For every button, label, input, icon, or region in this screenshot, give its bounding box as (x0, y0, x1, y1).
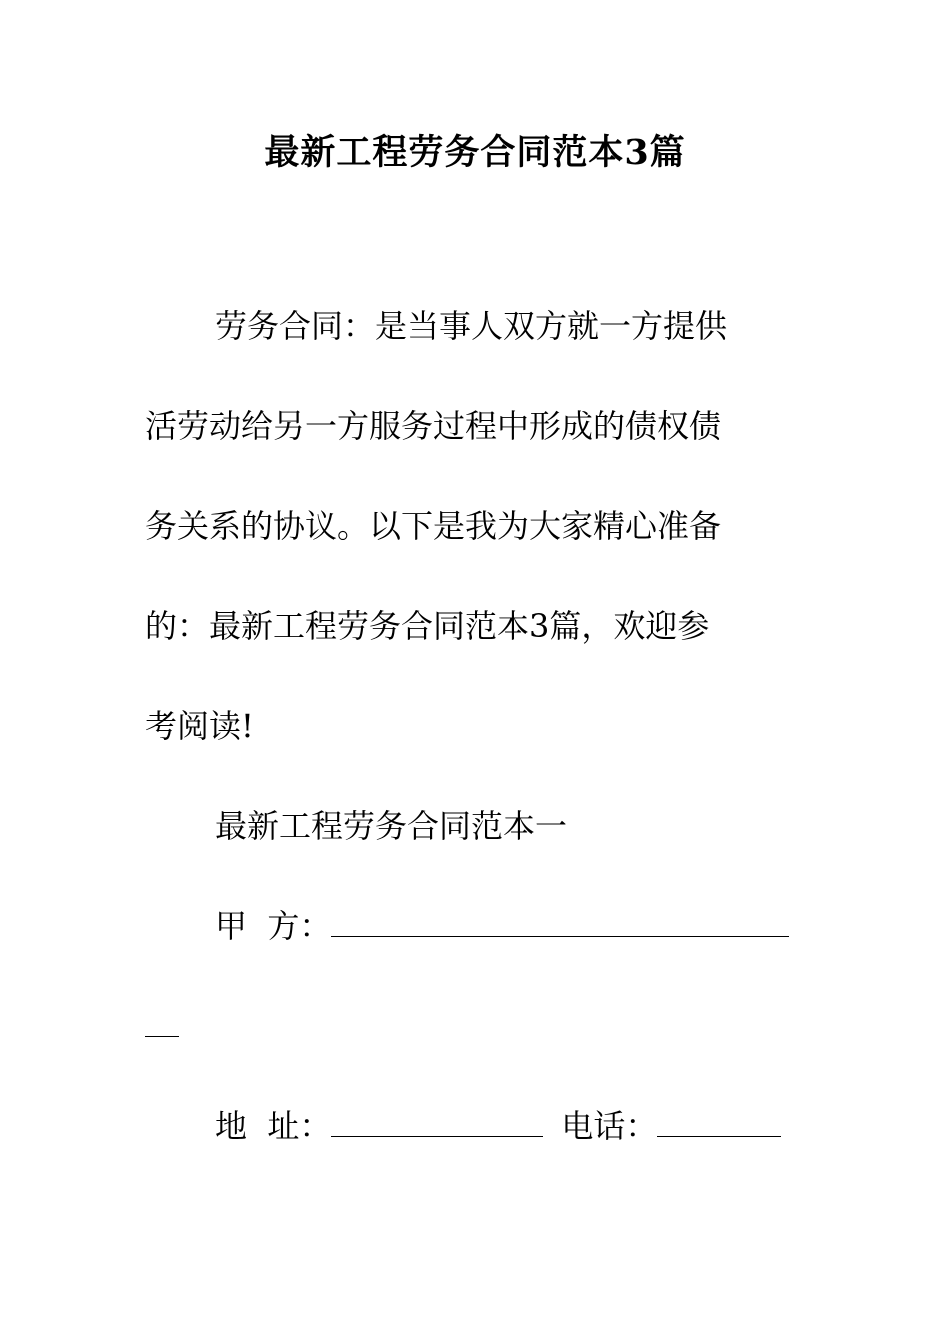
document-title: 最新工程劳务合同范本3篇 (264, 132, 686, 173)
party-a-blank-line (331, 906, 789, 937)
party-a-blank-line-continued (145, 1006, 179, 1037)
address-blank-line (331, 1106, 543, 1137)
section-heading: 最新工程劳务合同范本一 (215, 807, 568, 845)
address-label: 地 址： (215, 1107, 332, 1145)
phone-blank-line (657, 1106, 781, 1137)
party-a-label: 甲 方： (215, 907, 332, 945)
address-row (215, 1104, 805, 1148)
party-a-continuation (145, 1004, 805, 1048)
intro-line-5: 考阅读! (145, 707, 254, 745)
intro-line-4: 的：最新工程劳务合同范本3篇，欢迎参 (145, 607, 710, 645)
intro-line-1: 劳务合同：是当事人双方就一方提供 (215, 307, 728, 345)
party-a-row (215, 904, 805, 948)
intro-line-3: 务关系的协议。以下是我为大家精心准备 (145, 507, 722, 545)
intro-line-2: 活劳动给另一方服务过程中形成的债权债 (145, 407, 722, 445)
phone-label: 电话： (561, 1107, 658, 1145)
